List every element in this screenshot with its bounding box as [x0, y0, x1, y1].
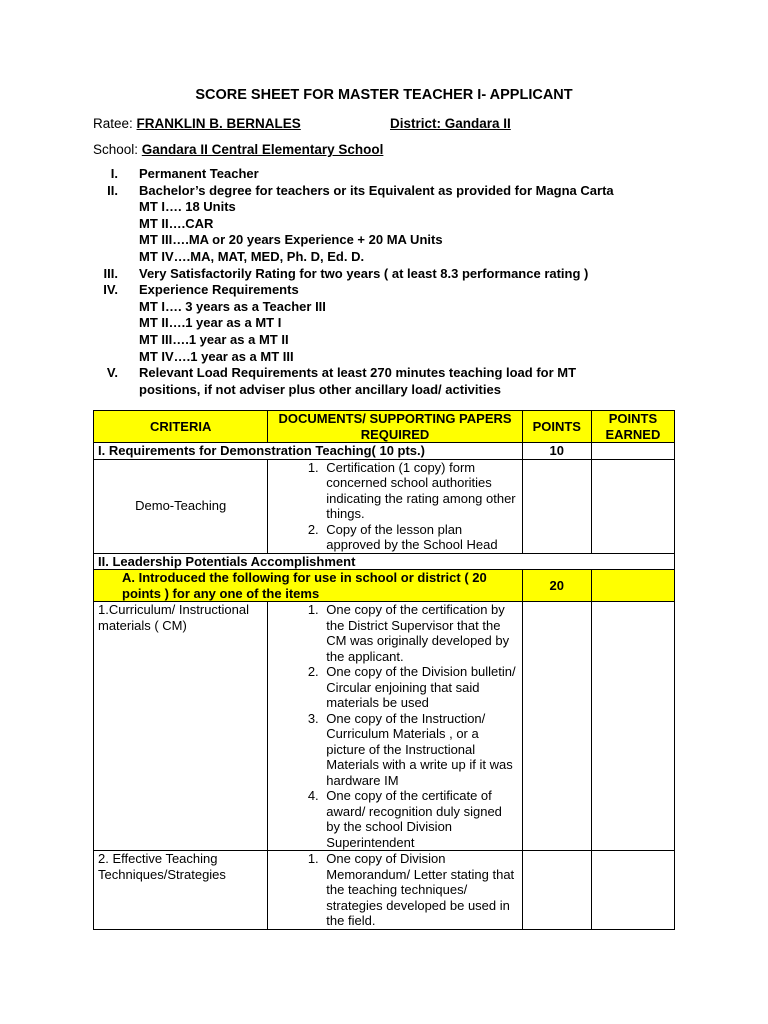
ett-earned[interactable] — [591, 851, 674, 930]
district-line — [390, 116, 511, 131]
requirement-item: MT IV….MA, MAT, MED, Ph. D, Ed. D. — [139, 248, 365, 264]
requirement-item: V. Relevant Load Requirements at least 270 minutes teaching load for MT positions, if not adviser plus other ancillary load/ activities — [106, 365, 577, 397]
doc-item: 2. Copy of the lesson plan approved by the School Head — [322, 522, 517, 553]
requirement-item: IV. Experience Requirements — [103, 282, 299, 298]
subA-title: A. Introduced the following for use in school or district ( 20 points ) for any one of the items — [94, 570, 523, 602]
requirement-item: MT I…. 3 years as a Teacher III — [139, 298, 326, 314]
ett-label: 2. Effective Teaching Techniques/Strategies — [94, 851, 268, 930]
requirement-item: II. Bachelor’s degree for teachers or its Equivalent as provided for Magna Carta — [107, 182, 614, 198]
district-value: Gandara II — [441, 116, 511, 131]
doc-item: 1. Certification (1 copy) form concerned school authorities indicating the rating among other things. — [322, 460, 517, 522]
subA-points: 20 — [522, 570, 591, 602]
doc-item: 1. One copy of Division Memorandum/ Letter stating that the teaching techniques/ strategies developed be used in the field. — [322, 851, 517, 929]
ratee-line — [93, 116, 301, 131]
requirement-item: MT III….1 year as a MT II — [139, 331, 289, 347]
header-criteria: CRITERIA — [94, 411, 268, 443]
section1-title: I. Requirements for Demonstration Teaching( 10 pts.) — [94, 443, 523, 460]
page-title: SCORE SHEET FOR MASTER TEACHER I- APPLICANT — [195, 87, 573, 103]
subA-earned[interactable] — [591, 570, 674, 602]
demo-earned[interactable] — [591, 459, 674, 553]
section1-points: 10 — [522, 443, 591, 460]
cm-earned[interactable] — [591, 602, 674, 851]
ett-points — [522, 851, 591, 930]
requirement-item: I. Permanent Teacher — [110, 166, 259, 181]
cm-points — [522, 602, 591, 851]
section1-earned[interactable] — [591, 443, 674, 460]
table-row — [94, 443, 675, 460]
table-row — [94, 851, 675, 930]
requirement-item: MT III….MA or 20 years Experience + 20 MA Units — [139, 232, 443, 248]
header-points: POINTS — [522, 411, 591, 443]
ratee-name: FRANKLIN B. BERNALES — [136, 116, 301, 131]
doc-item: 2. One copy of the Division bulletin/ Circular enjoining that said materials be used — [322, 664, 517, 711]
header-documents: DOCUMENTS/ SUPPORTING PAPERS REQUIRED — [268, 411, 522, 443]
doc-item: 3. One copy of the Instruction/ Curriculum Materials , or a picture of the Instructional Materials with a write up if it was hardware IM — [322, 711, 517, 789]
table-row — [94, 459, 675, 553]
table-row — [94, 602, 675, 851]
school-label: School: — [93, 142, 139, 157]
requirement-item: MT I…. 18 Units — [139, 199, 236, 215]
requirement-item: MT IV….1 year as a MT III — [139, 348, 294, 364]
score-table — [93, 410, 675, 930]
table-row — [94, 553, 675, 570]
demo-docs — [268, 459, 522, 553]
section2-title: II. Leadership Potentials Accomplishment — [94, 553, 675, 570]
doc-item: 4. One copy of the certificate of award/ recognition duly signed by the school Division Superintendent — [322, 788, 517, 850]
cm-label: 1.Curriculum/ Instructional materials ( CM) — [94, 602, 268, 851]
ratee-label: Ratee: — [93, 116, 133, 131]
cm-docs — [268, 602, 522, 851]
requirements-list — [100, 166, 700, 398]
ett-docs — [268, 851, 522, 930]
requirement-item: MT II….CAR — [139, 215, 214, 231]
demo-label: Demo-Teaching — [94, 459, 268, 553]
district-label: District: — [390, 116, 442, 131]
requirement-item: III. Very Satisfactorily Rating for two years ( at least 8.3 performance rating ) — [103, 265, 589, 281]
header-points-earned: POINTS EARNED — [591, 411, 674, 443]
doc-item: 1. One copy of the certification by the District Supervisor that the CM was originally developed by the applicant. — [322, 602, 517, 664]
requirement-item: MT II….1 year as a MT I — [139, 315, 282, 331]
school-value: Gandara II Central Elementary School — [141, 142, 384, 157]
table-row — [94, 570, 675, 602]
demo-points — [522, 459, 591, 553]
table-header-row — [94, 411, 675, 443]
school-line — [93, 142, 383, 157]
